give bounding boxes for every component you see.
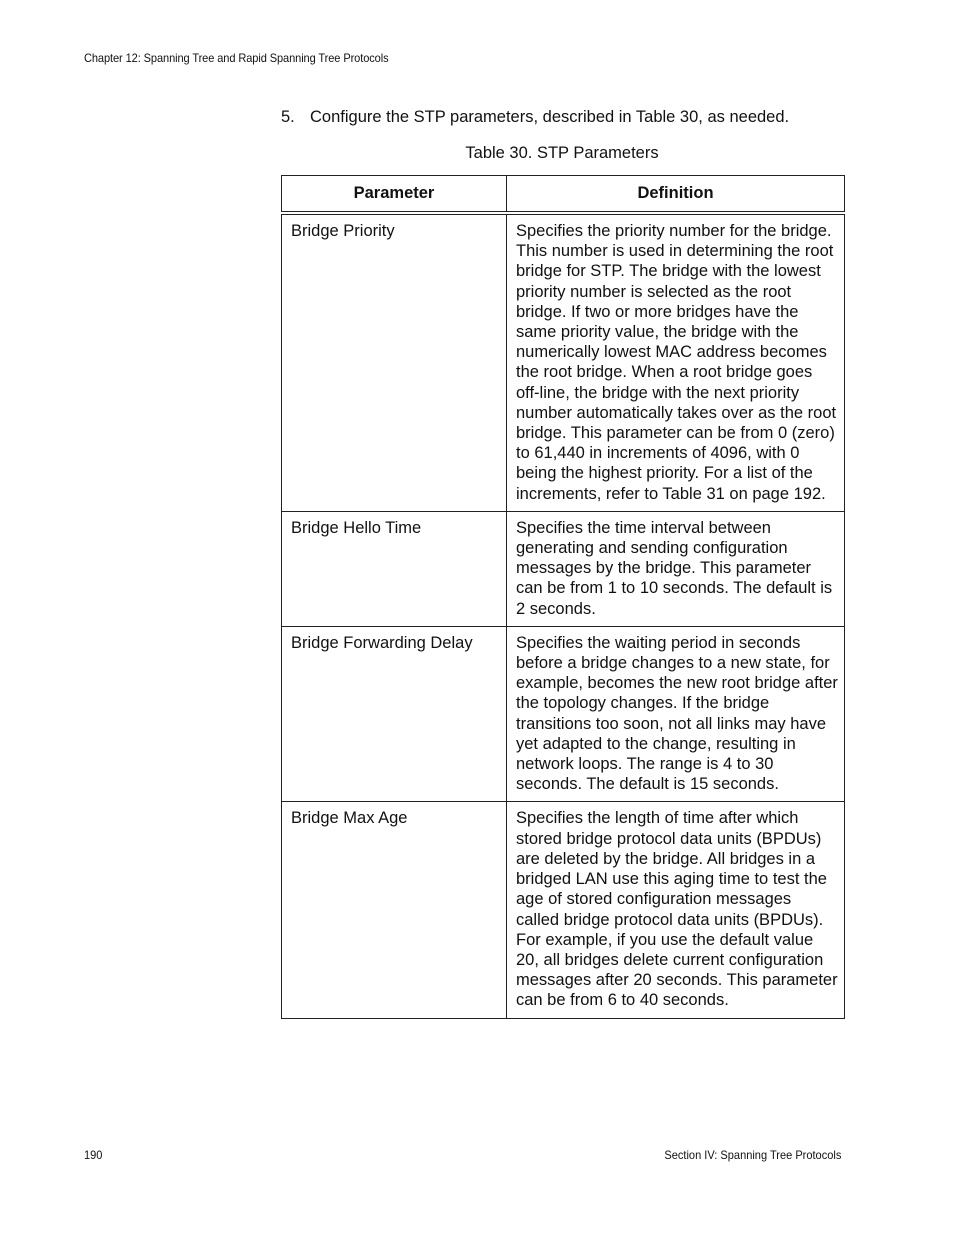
table-row xyxy=(282,213,845,511)
table-row xyxy=(282,626,845,802)
column-header-definition: Definition xyxy=(507,176,845,214)
definition-cell: Specifies the length of time after which stored bridge protocol data units (BPDUs) are deleted by the bridge. All bridges in a bridged LAN use this aging time to test the age of stored configuration messages called bridge protocol data units (BPDUs). For example, if you use the default value 20, all bridges delete current configuration messages after 20 seconds. This parameter can be from 6 to 40 seconds. xyxy=(507,802,845,1018)
running-header: Chapter 12: Spanning Tree and Rapid Spanning Tree Protocols xyxy=(84,51,389,65)
page-number: 190 xyxy=(84,1148,103,1162)
step-number: 5. xyxy=(281,108,295,126)
step-instruction xyxy=(281,108,789,127)
parameter-cell: Bridge Max Age xyxy=(282,802,507,1018)
table-header-row xyxy=(282,176,845,214)
definition-cell: Specifies the waiting period in seconds before a bridge changes to a new state, for example, becomes the new root bridge after the topology changes. If the bridge transitions too soon, not all links may have yet adapted to the change, resulting in network loops. The range is 4 to 30 seconds. The default is 15 seconds. xyxy=(507,626,845,802)
parameter-cell: Bridge Priority xyxy=(282,213,507,511)
column-header-parameter: Parameter xyxy=(282,176,507,214)
table-row xyxy=(282,511,845,626)
stp-parameters-table xyxy=(281,175,845,1019)
step-text: Configure the STP parameters, described in Table 30, as needed. xyxy=(310,108,790,126)
section-title: Section IV: Spanning Tree Protocols xyxy=(664,1148,841,1162)
definition-cell: Specifies the priority number for the bridge. This number is used in determining the root bridge for STP. The bridge with the lowest priority number is selected as the root bridge. If two or more bridges have the same priority value, the bridge with the numerically lowest MAC address becomes the root bridge. When a root bridge goes off-line, the bridge with the next priority number automatically takes over as the root bridge. This parameter can be from 0 (zero) to 61,440 in increments of 4096, with 0 being the highest priority. For a list of the increments, refer to Table 31 on page 192. xyxy=(507,213,845,511)
table-caption: Table 30. STP Parameters xyxy=(465,144,659,162)
parameter-cell: Bridge Forwarding Delay xyxy=(282,626,507,802)
table-row xyxy=(282,802,845,1018)
parameter-cell: Bridge Hello Time xyxy=(282,511,507,626)
definition-cell: Specifies the time interval between generating and sending configuration messages by the bridge. This parameter can be from 1 to 10 seconds. The default is 2 seconds. xyxy=(507,511,845,626)
